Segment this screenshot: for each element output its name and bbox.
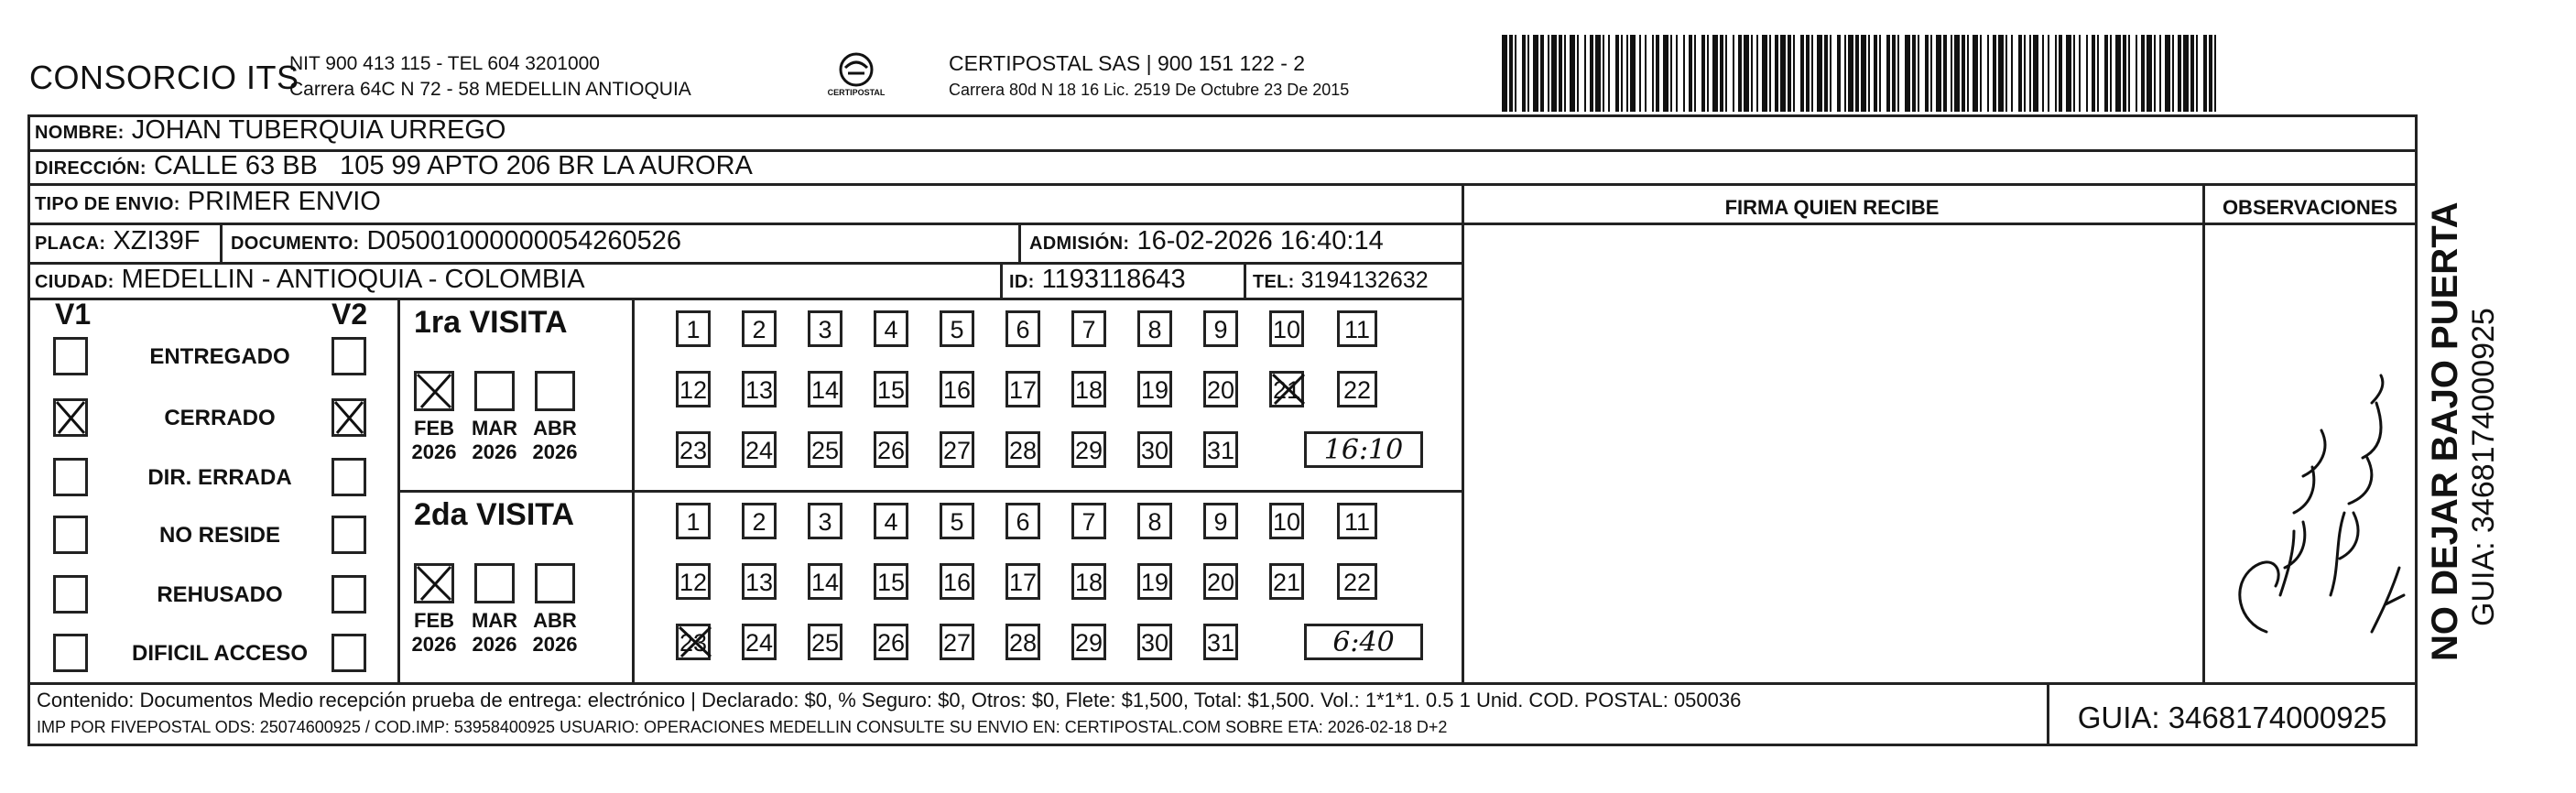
- visit-day-box[interactable]: 2: [742, 310, 777, 347]
- month-name: MAR: [471, 609, 518, 632]
- visit-day-box[interactable]: 20: [1203, 371, 1238, 407]
- visit-day-box[interactable]: 1: [676, 503, 711, 539]
- barcode-bar: [2216, 35, 2220, 112]
- visit-day-box[interactable]: 4: [874, 310, 908, 347]
- month-name: ABR: [533, 417, 577, 440]
- visit-day-box[interactable]: 18: [1071, 563, 1106, 600]
- visit-day-box[interactable]: 9: [1203, 310, 1238, 347]
- visit-day-box[interactable]: 10: [1269, 310, 1304, 347]
- status-v2-checkbox[interactable]: [332, 458, 366, 496]
- status-v2-checkbox[interactable]: [332, 337, 366, 375]
- visit-day-box[interactable]: 5: [940, 503, 974, 539]
- documento-row: [231, 226, 681, 256]
- visit-month-label: [467, 417, 522, 464]
- month-year: 2026: [472, 440, 517, 463]
- visit-month-checkbox[interactable]: [414, 371, 454, 411]
- tel-label: TEL:: [1253, 272, 1295, 292]
- id-value: 1193118643: [1041, 265, 1186, 294]
- visit-day-box[interactable]: 26: [874, 431, 908, 468]
- handwritten-time: 16:10: [1304, 431, 1423, 468]
- status-label: ENTREGADO: [149, 344, 290, 369]
- footer-line2: IMP POR FIVEPOSTAL ODS: 25074600925 / COD.IMP: 53958400925 USUARIO: OPERACIONES MEDELLIN CONSULTE SU ENVIO EN: CERTIPOSTAL.COM SOBRE ETA: 2026-02-18 D+2: [37, 718, 1448, 736]
- handwritten-time: 6:40: [1304, 624, 1423, 660]
- visit-day-box[interactable]: 1: [676, 310, 711, 347]
- visit-day-box[interactable]: 27: [940, 624, 974, 660]
- tel-value: 3194132632: [1300, 267, 1429, 293]
- visit-month-label: [527, 609, 582, 657]
- visit-day-box[interactable]: 25: [808, 431, 842, 468]
- visit-day-box[interactable]: 8: [1137, 503, 1172, 539]
- status-v1-checkbox[interactable]: [53, 575, 88, 614]
- status-v2-checkbox[interactable]: [332, 575, 366, 614]
- documento-label: DOCUMENTO:: [231, 234, 360, 254]
- company-nit-tel: NIT 900 413 115 - TEL 604 3201000: [289, 53, 600, 74]
- tipo-envio-label: TIPO DE ENVIO:: [35, 194, 180, 214]
- status-v1-checkbox[interactable]: [53, 516, 88, 554]
- visit-day-box[interactable]: 16: [940, 371, 974, 407]
- status-v2-checkbox[interactable]: [332, 634, 366, 672]
- status-v1-checkbox[interactable]: [53, 458, 88, 496]
- status-label: DIR. ERRADA: [147, 465, 292, 490]
- tipo-envio-value: PRIMER ENVIO: [187, 187, 381, 216]
- signature: [2202, 293, 2418, 678]
- v1-header: V1: [55, 298, 92, 331]
- visit-month-checkbox[interactable]: [474, 371, 515, 411]
- status-v1-checkbox[interactable]: [53, 634, 88, 672]
- courier-logo-text: CERTIPOSTAL: [827, 88, 886, 97]
- placa-value: XZI39F: [113, 226, 201, 255]
- direccion-label: DIRECCIÓN:: [35, 158, 147, 179]
- firma-header: FIRMA QUIEN RECIBE: [1724, 196, 1940, 219]
- observaciones-header: OBSERVACIONES: [2222, 196, 2398, 219]
- month-name: ABR: [533, 609, 577, 632]
- status-label: DIFICIL ACCESO: [131, 641, 308, 666]
- v2-header: V2: [332, 298, 368, 331]
- visit-month-checkbox[interactable]: [535, 371, 575, 411]
- visit-day-box[interactable]: 29: [1071, 431, 1106, 468]
- visit-month-label: [467, 609, 522, 657]
- month-year: 2026: [411, 633, 457, 656]
- visit-day-box[interactable]: 17: [1005, 371, 1040, 407]
- visit-day-box[interactable]: 22: [1337, 563, 1377, 600]
- visit-day-box[interactable]: 23: [676, 624, 711, 660]
- direccion-value: CALLE 63 BB 105 99 APTO 206 BR LA AURORA: [153, 151, 753, 180]
- visit-day-box[interactable]: 14: [808, 371, 842, 407]
- visit-day-box[interactable]: 8: [1137, 310, 1172, 347]
- status-label: NO RESIDE: [158, 523, 281, 548]
- footer-line1: Contenido: Documentos Medio recepción prueba de entrega: electrónico | Declarado: $0, % Seguro: $0, Otros: $0, Flete: $1,500, Total: $1,500. Vol.: 1*1*1. 0.5 1 Unid. COD. POSTAL: 050036: [37, 689, 1742, 712]
- nombre-value: JOHAN TUBERQUIA URREGO: [131, 115, 506, 145]
- visit-day-box[interactable]: 3: [808, 503, 842, 539]
- visit-day-box[interactable]: 18: [1071, 371, 1106, 407]
- admision-value: 16-02-2026 16:40:14: [1136, 226, 1384, 255]
- company-name: CONSORCIO ITS: [29, 59, 299, 96]
- visit-day-box[interactable]: 29: [1071, 624, 1106, 660]
- visit-month-label: [407, 417, 462, 464]
- month-name: FEB: [414, 417, 454, 440]
- visit-day-box[interactable]: 19: [1137, 563, 1172, 600]
- ciudad-value: MEDELLIN - ANTIOQUIA - COLOMBIA: [121, 265, 585, 294]
- visit-month-checkbox[interactable]: [535, 563, 575, 603]
- placa-label: PLACA:: [35, 234, 106, 254]
- status-v2-checkbox[interactable]: [332, 516, 366, 554]
- side-warning: NO DEJAR BAJO PUERTA: [2425, 201, 2465, 661]
- visit-day-box[interactable]: 26: [874, 624, 908, 660]
- footer-guia: GUIA: 3468174000925: [2077, 701, 2387, 734]
- visit-day-box[interactable]: 16: [940, 563, 974, 600]
- visit-day-box[interactable]: 6: [1005, 503, 1040, 539]
- visit-day-box[interactable]: 3: [808, 310, 842, 347]
- visit-day-box[interactable]: 24: [742, 431, 777, 468]
- visit-day-box[interactable]: 21: [1269, 563, 1304, 600]
- visit-day-box[interactable]: 7: [1071, 503, 1106, 539]
- visit-day-box[interactable]: 12: [676, 563, 711, 600]
- month-year: 2026: [411, 440, 457, 463]
- visit-month-checkbox[interactable]: [474, 563, 515, 603]
- direccion-row: [35, 151, 753, 181]
- check-mark-icon: [53, 398, 88, 437]
- tel-row: [1253, 267, 1429, 294]
- visit-day-box[interactable]: 10: [1269, 503, 1304, 539]
- visit-day-box[interactable]: 19: [1137, 371, 1172, 407]
- visit-day-box[interactable]: 13: [742, 563, 777, 600]
- month-year: 2026: [532, 440, 578, 463]
- visit-day-box[interactable]: 31: [1203, 431, 1238, 468]
- visit-day-box[interactable]: 30: [1137, 624, 1172, 660]
- admision-row: [1029, 226, 1384, 256]
- visit-day-box[interactable]: 2: [742, 503, 777, 539]
- check-mark-icon: [414, 371, 454, 411]
- visit-day-box[interactable]: 28: [1005, 624, 1040, 660]
- visit-day-box[interactable]: 20: [1203, 563, 1238, 600]
- status-v1-checkbox[interactable]: [53, 337, 88, 375]
- ciudad-row: [35, 265, 585, 295]
- visit-day-box[interactable]: 17: [1005, 563, 1040, 600]
- side-guia: GUIA: 3468174000925: [2466, 308, 2501, 626]
- month-year: 2026: [532, 633, 578, 656]
- documento-value: D05001000000054260526: [366, 226, 681, 255]
- visit-month-label: [407, 609, 462, 657]
- visit-day-box[interactable]: 24: [742, 624, 777, 660]
- visit-day-box[interactable]: 5: [940, 310, 974, 347]
- id-row: [1009, 265, 1186, 295]
- check-mark-icon: [332, 398, 366, 437]
- id-label: ID:: [1009, 272, 1035, 292]
- company-address: Carrera 64C N 72 - 58 MEDELLIN ANTIOQUIA: [289, 79, 691, 100]
- visit-day-box[interactable]: 9: [1203, 503, 1238, 539]
- visit-day-box[interactable]: 30: [1137, 431, 1172, 468]
- visit-day-box[interactable]: 22: [1337, 371, 1377, 407]
- visit-day-box[interactable]: 27: [940, 431, 974, 468]
- visit-day-box[interactable]: 7: [1071, 310, 1106, 347]
- visit-day-box[interactable]: 15: [874, 371, 908, 407]
- visit-day-box[interactable]: 11: [1337, 503, 1377, 539]
- ciudad-label: CIUDAD:: [35, 272, 114, 292]
- check-mark-icon: [414, 563, 454, 603]
- visit-title: 1ra VISITA: [414, 305, 568, 340]
- visit-day-box[interactable]: 11: [1337, 310, 1377, 347]
- visit-day-box[interactable]: 21: [1269, 371, 1304, 407]
- visit-month-checkbox[interactable]: [414, 563, 454, 603]
- month-name: FEB: [414, 609, 454, 632]
- visit-day-box[interactable]: 13: [742, 371, 777, 407]
- visit-day-box[interactable]: 28: [1005, 431, 1040, 468]
- status-v2-checkbox[interactable]: [332, 398, 366, 437]
- month-name: MAR: [471, 417, 518, 440]
- visit-day-box[interactable]: 6: [1005, 310, 1040, 347]
- tipo-envio-row: [35, 187, 381, 217]
- visit-day-box[interactable]: 4: [874, 503, 908, 539]
- visit-title: 2da VISITA: [414, 497, 575, 532]
- visit-day-box[interactable]: 23: [676, 431, 711, 468]
- barcode: [1502, 35, 2225, 112]
- visit-month-label: [527, 417, 582, 464]
- month-year: 2026: [472, 633, 517, 656]
- courier-name: CERTIPOSTAL SAS | 900 151 122 - 2: [949, 51, 1306, 75]
- visit-day-box[interactable]: 15: [874, 563, 908, 600]
- visit-day-box[interactable]: 31: [1203, 624, 1238, 660]
- status-label: CERRADO: [164, 406, 276, 430]
- placa-row: [35, 226, 201, 256]
- visit-day-box[interactable]: 12: [676, 371, 711, 407]
- nombre-label: NOMBRE:: [35, 123, 125, 143]
- nombre-row: [35, 115, 505, 146]
- status-label: REHUSADO: [157, 582, 283, 607]
- courier-address: Carrera 80d N 18 16 Lic. 2519 De Octubre 23 De 2015: [949, 81, 1350, 99]
- visit-day-box[interactable]: 25: [808, 624, 842, 660]
- courier-logo: [815, 48, 897, 112]
- status-v1-checkbox[interactable]: [53, 398, 88, 437]
- admision-label: ADMISIÓN:: [1029, 234, 1130, 254]
- visit-day-box[interactable]: 14: [808, 563, 842, 600]
